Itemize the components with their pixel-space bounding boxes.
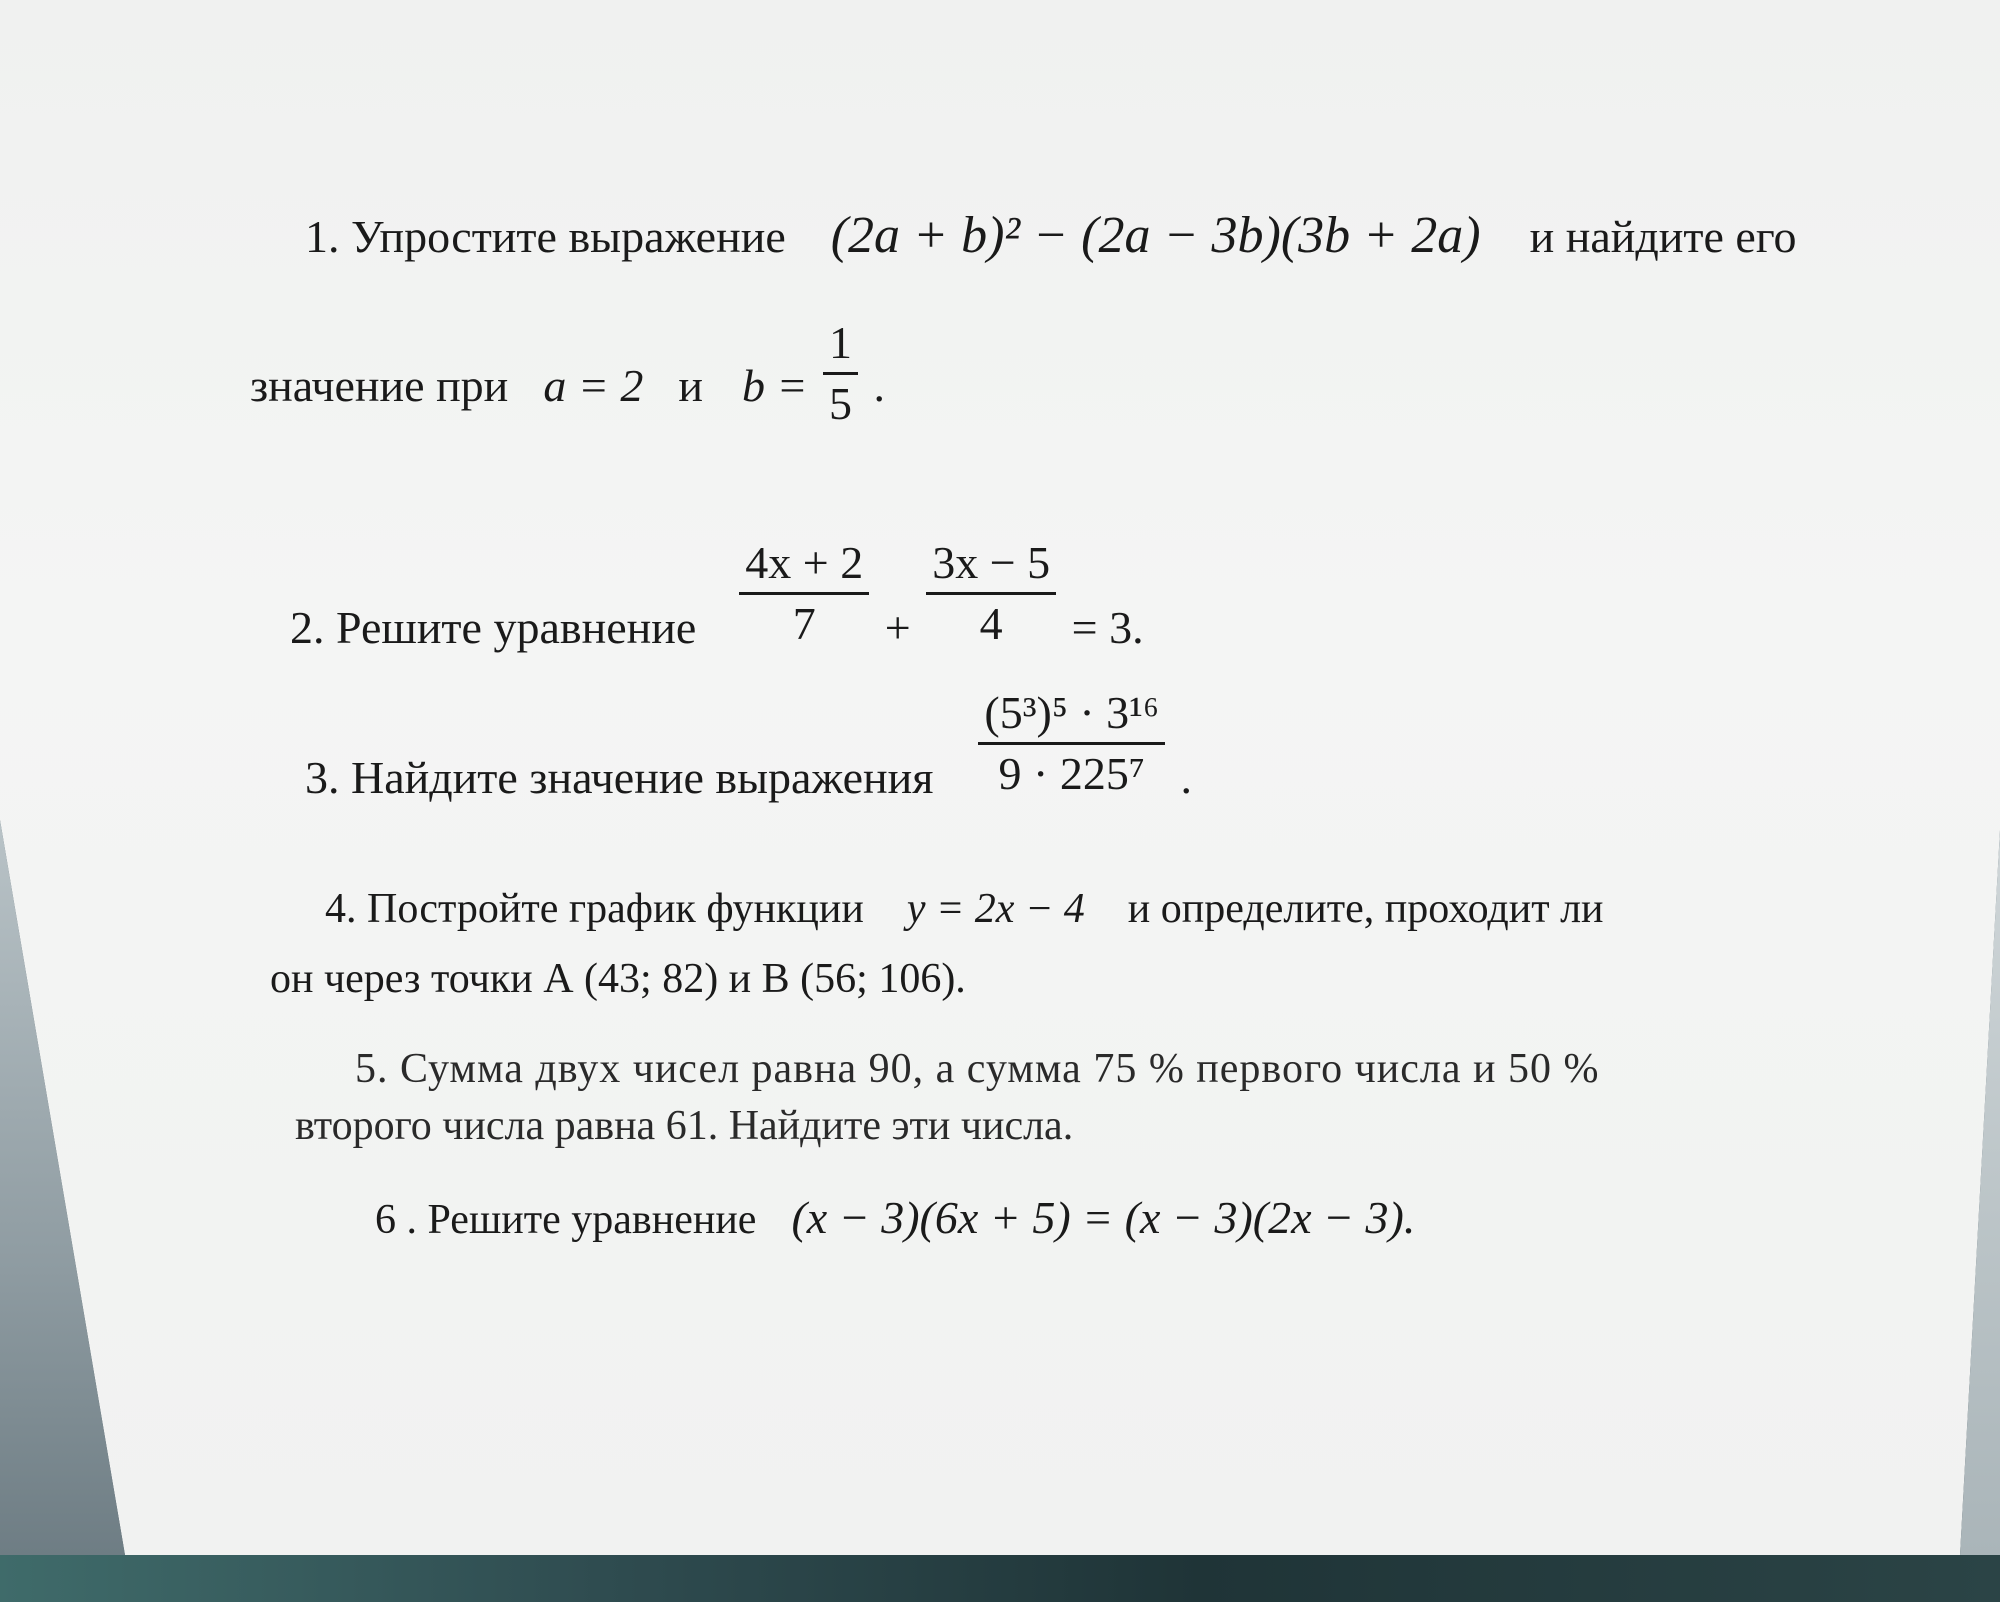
task-5-line-1: [355, 1048, 1599, 1090]
task-1-prefix: 1. Упростите выражение: [305, 211, 786, 262]
task-2: [290, 537, 1144, 654]
task-2-fraction-2-denominator: 4: [979, 598, 1003, 649]
task-6-expression: (x − 3)(6x + 5) = (x − 3)(2x − 3).: [791, 1192, 1416, 1243]
task-3-fraction: [978, 687, 1165, 799]
task-1-suffix: и найдите его: [1529, 211, 1797, 262]
task-2-fraction-2: [926, 537, 1056, 649]
task-3-fraction-numerator: (5³)⁵ · 3¹⁶: [978, 690, 1165, 745]
task-1-cond-a: a = 2: [543, 360, 644, 411]
task-6: [375, 1192, 1416, 1243]
task-4-points: он через точки А (43; 82) и В (56; 106).: [270, 956, 966, 1002]
task-2-fraction-1-numerator: 4x + 2: [739, 540, 869, 595]
task-6-prefix: 6 . Решите уравнение: [375, 1197, 757, 1243]
task-4-text-end: и определите, проходит ли: [1127, 886, 1604, 932]
task-2-fraction-1: [739, 537, 869, 649]
task-4-function: y = 2x − 4: [906, 886, 1085, 932]
task-1-end: .: [873, 360, 886, 411]
task-1-expression: (2a + b)² − (2a − 3b)(3b + 2a): [830, 207, 1481, 264]
task-1-line-2: [250, 317, 886, 429]
task-1-fraction-denominator: 5: [829, 378, 853, 429]
task-5-text-2: второго числа равна 61. Найдите эти числа.: [295, 1103, 1074, 1149]
task-1-conjunction: и: [678, 360, 703, 411]
task-1-cond-b-lhs: b =: [741, 360, 808, 411]
task-2-plus: +: [884, 602, 911, 654]
task-2-fraction-1-denominator: 7: [792, 598, 816, 649]
task-3-prefix: 3. Найдите значение выражения: [305, 752, 934, 804]
task-1-line2-prefix: значение при: [250, 360, 509, 411]
task-1-fraction: [823, 317, 858, 429]
task-4-text: 4. Постройте график функции: [325, 886, 864, 932]
task-2-fraction-2-numerator: 3x − 5: [926, 540, 1056, 595]
task-3-end: .: [1180, 752, 1193, 804]
task-2-rhs: = 3.: [1071, 602, 1144, 654]
task-1-fraction-numerator: 1: [823, 320, 858, 375]
task-4-line-2: [270, 958, 966, 1000]
task-3-fraction-denominator: 9 · 225⁷: [998, 748, 1145, 799]
task-5-line-2: [295, 1105, 1073, 1147]
task-2-prefix: 2. Решите уравнение: [290, 602, 697, 654]
task-1-line-1: [305, 207, 1797, 264]
task-4-line-1: [325, 888, 1604, 930]
task-5-text-1: 5. Сумма двух чисел равна 90, а сумма 75 % первого числа и 50 %: [355, 1046, 1600, 1092]
task-3: [305, 687, 1193, 804]
